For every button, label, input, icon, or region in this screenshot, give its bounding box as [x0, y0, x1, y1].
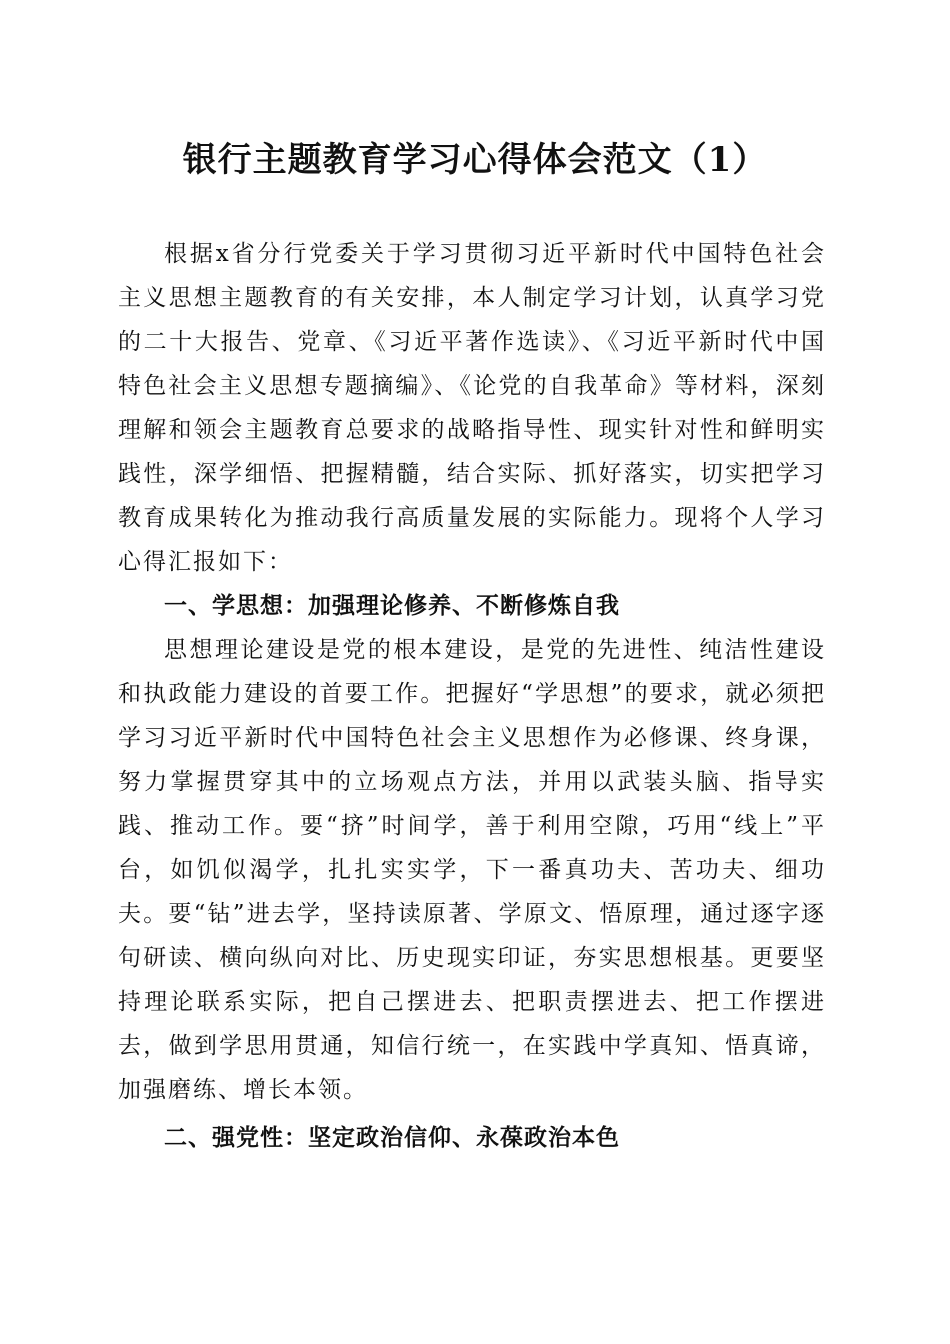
section-2-heading: 二、强党性：坚定政治信仰、永葆政治本色	[164, 1125, 620, 1151]
document-title: 银行主题教育学习心得体会范文（1）	[182, 140, 768, 180]
section-1-paragraph: 思想理论建设是党的根本建设，是党的先进性、纯洁性建设和执政能力建设的首要工作。把握好“学思想”的要求，就必须把学习习近平新时代中国特色社会主义思想作为必修课、终身课，努力掌握贯穿其中的立场观点方法，并用以武装头脑、指导实践、推动工作。要“挤”时间学，善于利用空隙，巧用“线上”平台，如饥似渴学，扎扎实实学，下一番真功夫、苦功夫、细功夫。要“钻”进去学，坚持读原著、学原文、悟原理，通过逐字逐句研读、横向纵向对比、历史现实印证，夯实思想根基。更要坚持理论联系实际，把自己摆进去、把职责摆进去、把工作摆进去，做到学思用贯通，知信行统一，在实践中学真知、悟真谛，加强磨练、增长本领。	[118, 637, 826, 1103]
document-body	[118, 232, 826, 1160]
section-1-heading: 一、学思想：加强理论修养、不断修炼自我	[164, 593, 620, 619]
intro-paragraph: 根据x省分行党委关于学习贯彻习近平新时代中国特色社会主义思想主题教育的有关安排，本人制定学习计划，认真学习党的二十大报告、党章、《习近平著作选读》、《习近平新时代中国特色社会主义思想专题摘编》、《论党的自我革命》等材料，深刻理解和领会主题教育总要求的战略指导性、现实针对性和鲜明实践性，深学细悟、把握精髓，结合实际、抓好落实，切实把学习教育成果转化为推动我行高质量发展的实际能力。现将个人学习心得汇报如下：	[118, 241, 826, 575]
